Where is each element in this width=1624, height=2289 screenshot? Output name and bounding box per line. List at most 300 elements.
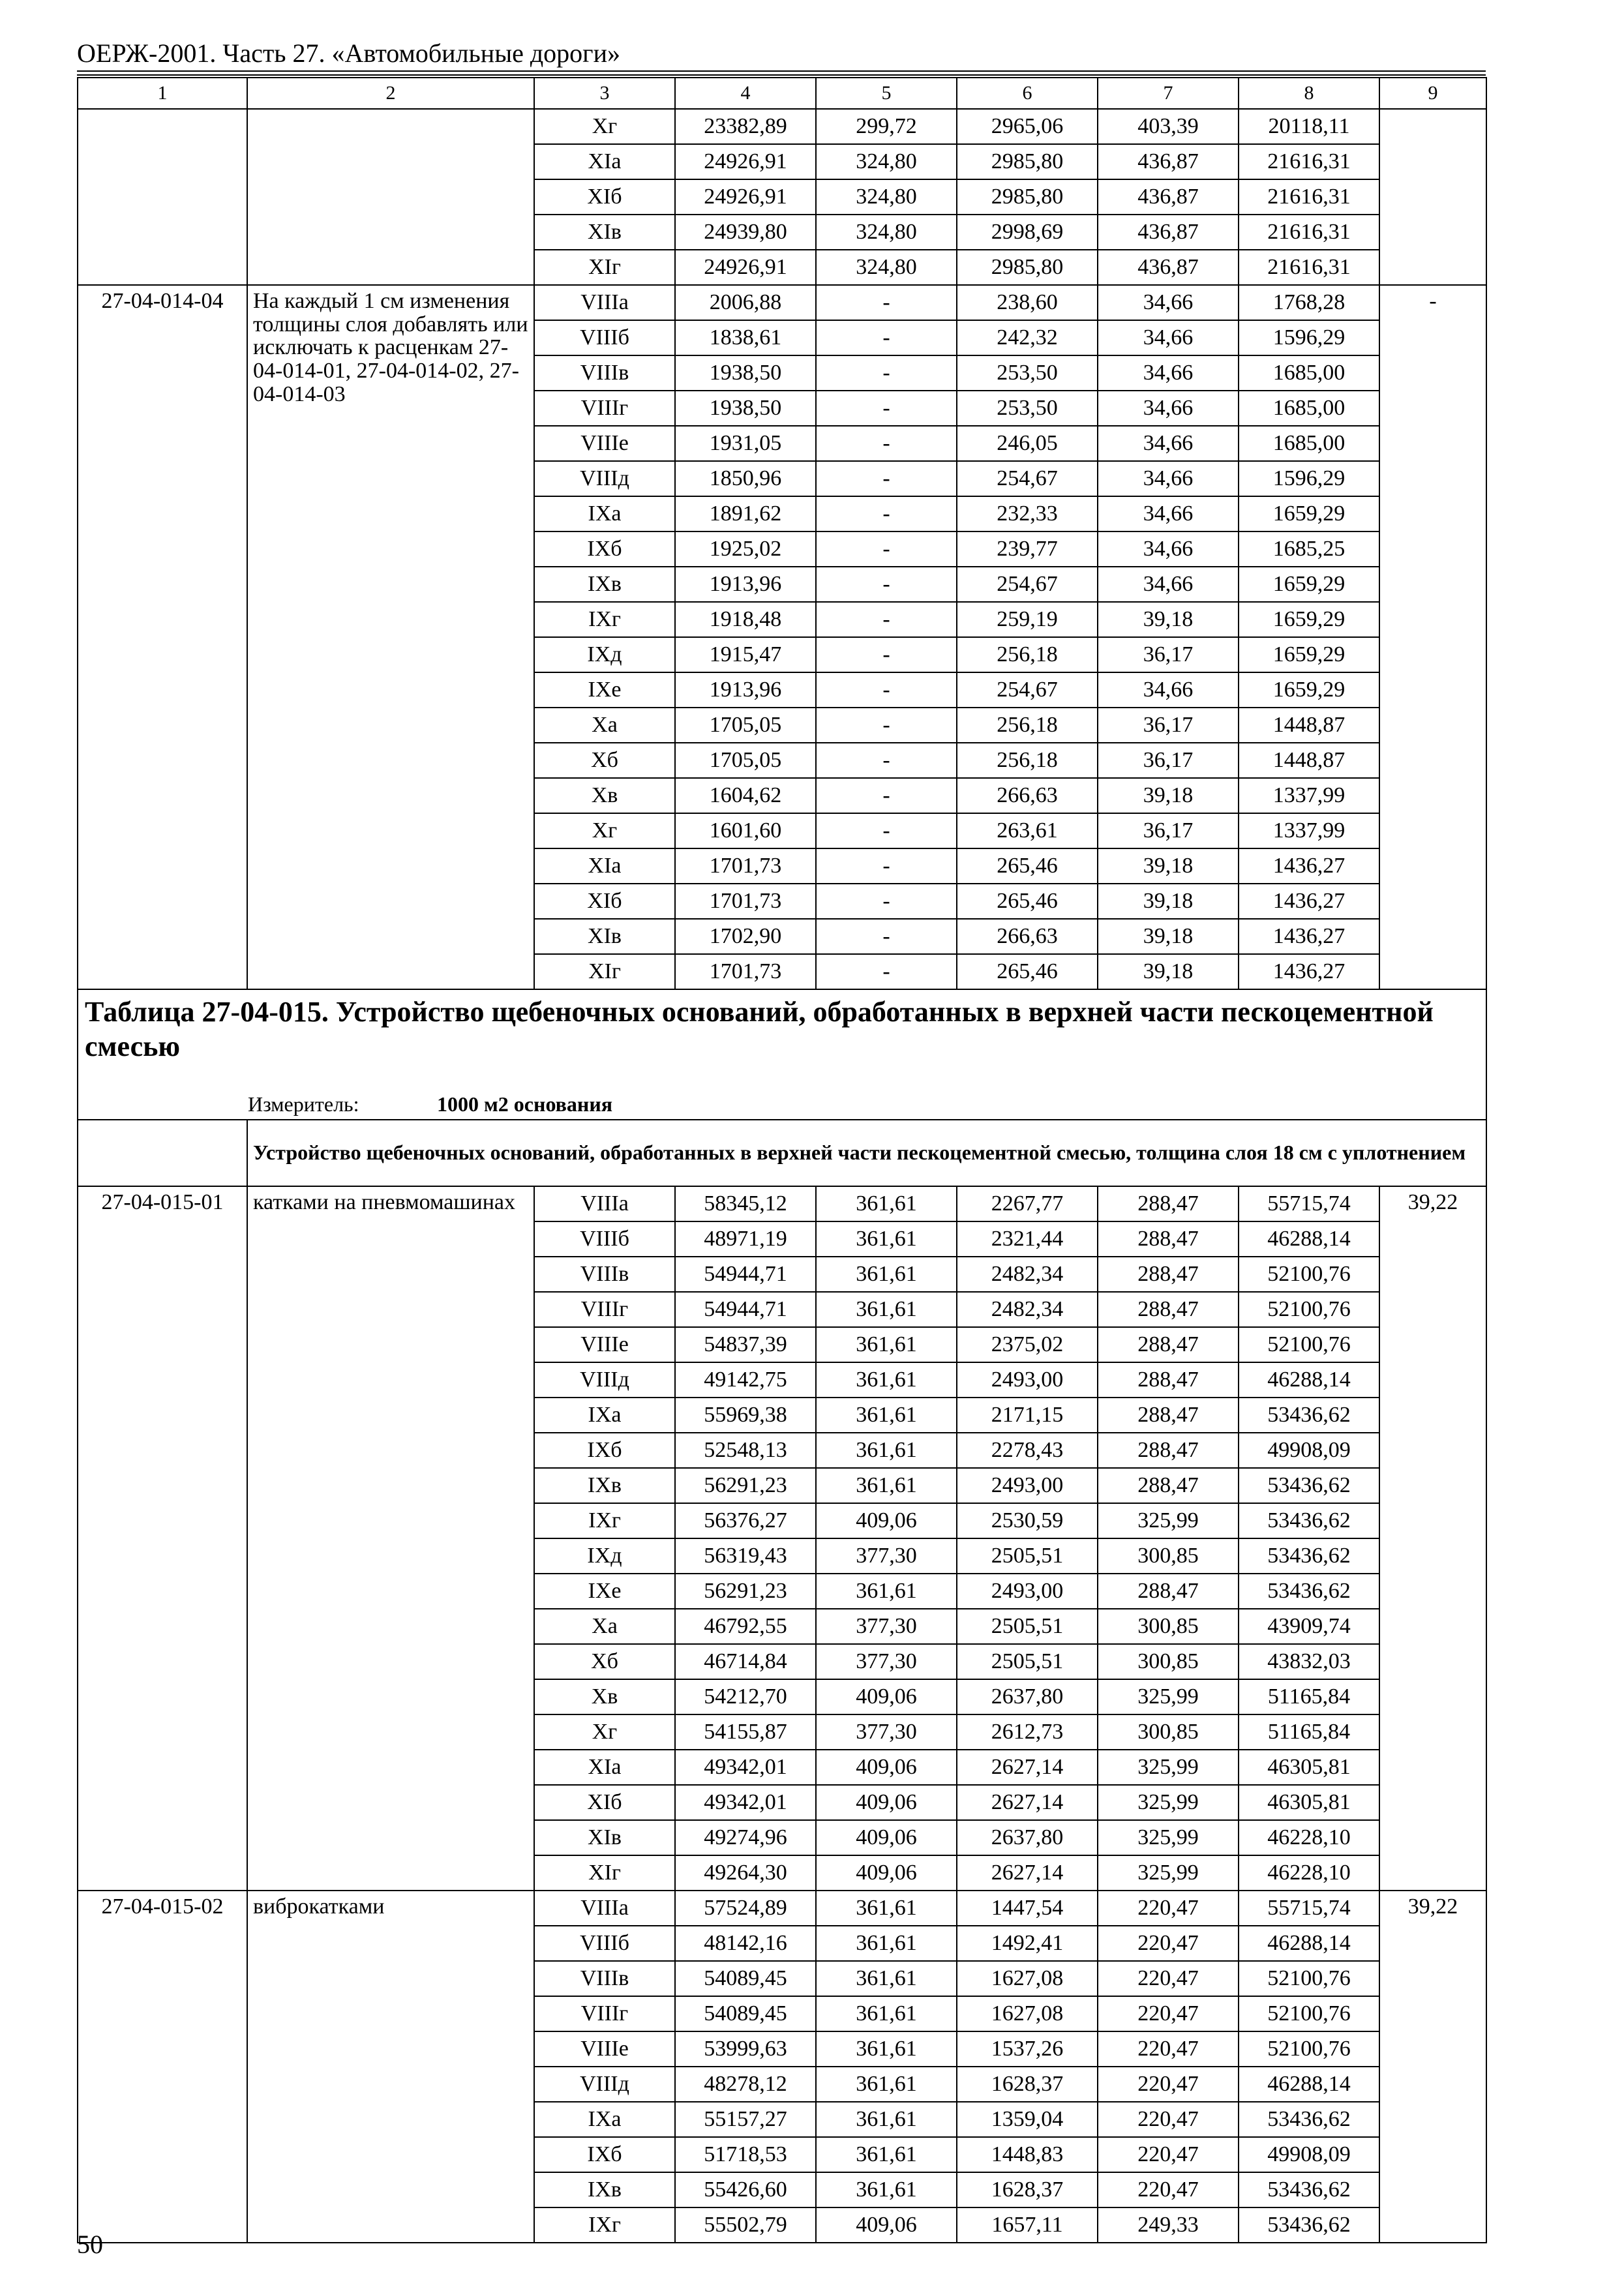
machinist-wage-cell: 220,47 — [1098, 1961, 1239, 1996]
table-subtitle: Устройство щебеночных оснований, обработанных в верхней части пескоцементной смесью, толщина слоя 18 см с уплотнением — [247, 1120, 1486, 1186]
machinist-wage-cell: 288,47 — [1098, 1468, 1239, 1503]
subtitle-blank-cell — [78, 1120, 247, 1186]
total-cost-cell: 1915,47 — [675, 637, 816, 672]
machine-cost-cell: 1627,08 — [957, 1961, 1098, 1996]
machinist-wage-cell: 220,47 — [1098, 2031, 1239, 2067]
zone-cell: IXг — [534, 602, 675, 637]
zone-cell: Xв — [534, 1679, 675, 1714]
zone-cell: VIIIв — [534, 355, 675, 391]
table-row — [78, 285, 1486, 320]
total-cost-cell: 49342,01 — [675, 1785, 816, 1820]
labor-wage-cell: - — [816, 848, 957, 884]
total-cost-cell: 54089,45 — [675, 1961, 816, 1996]
machine-cost-cell: 2493,00 — [957, 1468, 1098, 1503]
machine-cost-cell: 2998,69 — [957, 215, 1098, 250]
zone-cell: XIa — [534, 848, 675, 884]
labor-wage-cell: - — [816, 461, 957, 496]
total-cost-cell: 1701,73 — [675, 954, 816, 989]
zone-cell: VIIIa — [534, 1186, 675, 1221]
zone-cell: VIIIг — [534, 1292, 675, 1327]
labor-wage-cell: 361,61 — [816, 1433, 957, 1468]
rates-table-body — [78, 78, 1486, 2243]
materials-cost-cell: 53436,62 — [1239, 1503, 1379, 1538]
rate-description: виброкатками — [247, 1891, 534, 2243]
labor-wage-cell: 409,06 — [816, 1679, 957, 1714]
labor-wage-cell: 361,61 — [816, 1961, 957, 1996]
machinist-wage-cell: 300,85 — [1098, 1644, 1239, 1679]
zone-cell: XIг — [534, 1855, 675, 1891]
labor-wage-cell: - — [816, 919, 957, 954]
materials-cost-cell: 53436,62 — [1239, 2172, 1379, 2207]
machine-cost-cell: 256,18 — [957, 708, 1098, 743]
zone-cell: Xг — [534, 109, 675, 144]
zone-cell: IXe — [534, 672, 675, 708]
materials-cost-cell: 21616,31 — [1239, 215, 1379, 250]
zone-cell: IXб — [534, 1433, 675, 1468]
column-number-4: 4 — [675, 78, 816, 109]
labor-wage-cell: 361,61 — [816, 2102, 957, 2137]
labor-wage-cell: 377,30 — [816, 1644, 957, 1679]
labor-wage-cell: - — [816, 954, 957, 989]
total-cost-cell: 54944,71 — [675, 1292, 816, 1327]
machinist-wage-cell: 288,47 — [1098, 1292, 1239, 1327]
header-rule-top — [77, 70, 1486, 72]
labor-hours-cell: 39,22 — [1379, 1891, 1486, 2243]
machinist-wage-cell: 325,99 — [1098, 1503, 1239, 1538]
total-cost-cell: 54837,39 — [675, 1327, 816, 1362]
column-number-row — [78, 78, 1486, 109]
rate-code: 27-04-015-01 — [78, 1186, 247, 1891]
total-cost-cell: 1925,02 — [675, 531, 816, 567]
labor-wage-cell: 409,06 — [816, 1820, 957, 1855]
rate-code — [78, 109, 247, 285]
zone-cell: Xa — [534, 708, 675, 743]
total-cost-cell: 48278,12 — [675, 2067, 816, 2102]
machine-cost-cell: 246,05 — [957, 426, 1098, 461]
total-cost-cell: 24926,91 — [675, 179, 816, 215]
machinist-wage-cell: 300,85 — [1098, 1609, 1239, 1644]
materials-cost-cell: 1436,27 — [1239, 848, 1379, 884]
zone-cell: VIIIa — [534, 285, 675, 320]
total-cost-cell: 48971,19 — [675, 1221, 816, 1257]
machine-cost-cell: 2278,43 — [957, 1433, 1098, 1468]
labor-wage-cell: 409,06 — [816, 1785, 957, 1820]
machine-cost-cell: 2171,15 — [957, 1398, 1098, 1433]
machine-cost-cell: 2505,51 — [957, 1538, 1098, 1574]
machine-cost-cell: 1359,04 — [957, 2102, 1098, 2137]
subtitle-row — [78, 1120, 1486, 1186]
labor-wage-cell: 377,30 — [816, 1609, 957, 1644]
machine-cost-cell: 1492,41 — [957, 1926, 1098, 1961]
machinist-wage-cell: 34,66 — [1098, 672, 1239, 708]
machine-cost-cell: 2482,34 — [957, 1292, 1098, 1327]
machine-cost-cell: 2612,73 — [957, 1714, 1098, 1750]
total-cost-cell: 1913,96 — [675, 567, 816, 602]
machinist-wage-cell: 288,47 — [1098, 1221, 1239, 1257]
materials-cost-cell: 46288,14 — [1239, 1362, 1379, 1398]
zone-cell: VIIIб — [534, 1221, 675, 1257]
measure-cell — [78, 1090, 1486, 1120]
labor-wage-cell: 324,80 — [816, 144, 957, 179]
column-number-7: 7 — [1098, 78, 1239, 109]
materials-cost-cell: 52100,76 — [1239, 1327, 1379, 1362]
machine-cost-cell: 2493,00 — [957, 1574, 1098, 1609]
machine-cost-cell: 2321,44 — [957, 1221, 1098, 1257]
machine-cost-cell: 2637,80 — [957, 1820, 1098, 1855]
materials-cost-cell: 51165,84 — [1239, 1679, 1379, 1714]
machinist-wage-cell: 36,17 — [1098, 813, 1239, 848]
machine-cost-cell: 2627,14 — [957, 1750, 1098, 1785]
zone-cell: IXг — [534, 1503, 675, 1538]
machine-cost-cell: 1628,37 — [957, 2172, 1098, 2207]
machinist-wage-cell: 34,66 — [1098, 391, 1239, 426]
zone-cell: IXб — [534, 531, 675, 567]
materials-cost-cell: 53436,62 — [1239, 1538, 1379, 1574]
machine-cost-cell: 265,46 — [957, 954, 1098, 989]
labor-wage-cell: - — [816, 602, 957, 637]
labor-wage-cell: 361,61 — [816, 2172, 957, 2207]
total-cost-cell: 1701,73 — [675, 848, 816, 884]
zone-cell: VIIIг — [534, 391, 675, 426]
labor-wage-cell: - — [816, 567, 957, 602]
total-cost-cell: 58345,12 — [675, 1186, 816, 1221]
labor-wage-cell: 361,61 — [816, 1362, 957, 1398]
labor-hours-cell — [1379, 109, 1486, 285]
machine-cost-cell: 2965,06 — [957, 109, 1098, 144]
labor-wage-cell: - — [816, 637, 957, 672]
zone-cell: IXa — [534, 1398, 675, 1433]
materials-cost-cell: 1659,29 — [1239, 496, 1379, 531]
column-number-2: 2 — [247, 78, 534, 109]
zone-cell: IXг — [534, 2207, 675, 2243]
machine-cost-cell: 2267,77 — [957, 1186, 1098, 1221]
machinist-wage-cell: 436,87 — [1098, 215, 1239, 250]
total-cost-cell: 52548,13 — [675, 1433, 816, 1468]
machinist-wage-cell: 325,99 — [1098, 1785, 1239, 1820]
machine-cost-cell: 2627,14 — [957, 1785, 1098, 1820]
zone-cell: IXб — [534, 2137, 675, 2172]
machinist-wage-cell: 288,47 — [1098, 1574, 1239, 1609]
labor-wage-cell: 299,72 — [816, 109, 957, 144]
total-cost-cell: 1604,62 — [675, 778, 816, 813]
column-number-5: 5 — [816, 78, 957, 109]
total-cost-cell: 56291,23 — [675, 1468, 816, 1503]
machinist-wage-cell: 34,66 — [1098, 461, 1239, 496]
machine-cost-cell: 266,63 — [957, 919, 1098, 954]
machinist-wage-cell: 34,66 — [1098, 320, 1239, 355]
labor-wage-cell: - — [816, 531, 957, 567]
materials-cost-cell: 1448,87 — [1239, 743, 1379, 778]
materials-cost-cell: 1337,99 — [1239, 813, 1379, 848]
column-number-9: 9 — [1379, 78, 1486, 109]
zone-cell: XIa — [534, 144, 675, 179]
labor-wage-cell: - — [816, 496, 957, 531]
materials-cost-cell: 1596,29 — [1239, 320, 1379, 355]
total-cost-cell: 1705,05 — [675, 708, 816, 743]
machine-cost-cell: 2375,02 — [957, 1327, 1098, 1362]
zone-cell: XIв — [534, 215, 675, 250]
total-cost-cell: 24926,91 — [675, 250, 816, 285]
zone-cell: IXв — [534, 2172, 675, 2207]
rate-description: На каждый 1 см изменения толщины слоя добавлять или исключать к расценкам 27-04-014-01, 27-04-014-02, 27-04-014-03 — [247, 285, 534, 989]
rate-description — [247, 109, 534, 285]
total-cost-cell: 46792,55 — [675, 1609, 816, 1644]
labor-wage-cell: 361,61 — [816, 2137, 957, 2172]
labor-wage-cell: - — [816, 391, 957, 426]
total-cost-cell: 55969,38 — [675, 1398, 816, 1433]
table-title-row — [78, 989, 1486, 1090]
zone-cell: Xг — [534, 1714, 675, 1750]
machinist-wage-cell: 436,87 — [1098, 250, 1239, 285]
machinist-wage-cell: 220,47 — [1098, 1891, 1239, 1926]
machinist-wage-cell: 39,18 — [1098, 954, 1239, 989]
zone-cell: VIIIe — [534, 2031, 675, 2067]
materials-cost-cell: 1685,00 — [1239, 426, 1379, 461]
total-cost-cell: 1938,50 — [675, 391, 816, 426]
table-title: Таблица 27-04-015. Устройство щебеночных оснований, обработанных в верхней части пескоцементной смесью — [78, 989, 1486, 1090]
labor-wage-cell: 361,61 — [816, 1996, 957, 2031]
labor-wage-cell: - — [816, 672, 957, 708]
machine-cost-cell: 256,18 — [957, 637, 1098, 672]
labor-wage-cell: - — [816, 743, 957, 778]
machinist-wage-cell: 220,47 — [1098, 2067, 1239, 2102]
machinist-wage-cell: 39,18 — [1098, 848, 1239, 884]
materials-cost-cell: 49908,09 — [1239, 2137, 1379, 2172]
zone-cell: Xб — [534, 743, 675, 778]
labor-hours-cell: 39,22 — [1379, 1186, 1486, 1891]
zone-cell: IXд — [534, 637, 675, 672]
materials-cost-cell: 1659,29 — [1239, 602, 1379, 637]
materials-cost-cell: 1448,87 — [1239, 708, 1379, 743]
zone-cell: VIIIв — [534, 1257, 675, 1292]
materials-cost-cell: 1685,25 — [1239, 531, 1379, 567]
machinist-wage-cell: 249,33 — [1098, 2207, 1239, 2243]
materials-cost-cell: 46228,10 — [1239, 1855, 1379, 1891]
machinist-wage-cell: 34,66 — [1098, 426, 1239, 461]
zone-cell: VIIIe — [534, 1327, 675, 1362]
machinist-wage-cell: 288,47 — [1098, 1362, 1239, 1398]
machine-cost-cell: 2505,51 — [957, 1644, 1098, 1679]
materials-cost-cell: 1337,99 — [1239, 778, 1379, 813]
zone-cell: XIг — [534, 954, 675, 989]
machinist-wage-cell: 34,66 — [1098, 285, 1239, 320]
machine-cost-cell: 238,60 — [957, 285, 1098, 320]
labor-wage-cell: 361,61 — [816, 1221, 957, 1257]
zone-cell: VIIIб — [534, 320, 675, 355]
zone-cell: VIIIд — [534, 461, 675, 496]
total-cost-cell: 49342,01 — [675, 1750, 816, 1785]
total-cost-cell: 24939,80 — [675, 215, 816, 250]
machine-cost-cell: 265,46 — [957, 884, 1098, 919]
total-cost-cell: 1838,61 — [675, 320, 816, 355]
labor-wage-cell: 361,61 — [816, 1257, 957, 1292]
materials-cost-cell: 53436,62 — [1239, 1468, 1379, 1503]
zone-cell: XIб — [534, 179, 675, 215]
total-cost-cell: 53999,63 — [675, 2031, 816, 2067]
materials-cost-cell: 1768,28 — [1239, 285, 1379, 320]
materials-cost-cell: 53436,62 — [1239, 1574, 1379, 1609]
total-cost-cell: 1850,96 — [675, 461, 816, 496]
materials-cost-cell: 1436,27 — [1239, 919, 1379, 954]
machine-cost-cell: 239,77 — [957, 531, 1098, 567]
machine-cost-cell: 266,63 — [957, 778, 1098, 813]
total-cost-cell: 1938,50 — [675, 355, 816, 391]
machine-cost-cell: 242,32 — [957, 320, 1098, 355]
machinist-wage-cell: 34,66 — [1098, 531, 1239, 567]
machinist-wage-cell: 39,18 — [1098, 778, 1239, 813]
labor-wage-cell: 409,06 — [816, 1503, 957, 1538]
zone-cell: VIIIд — [534, 2067, 675, 2102]
total-cost-cell: 1701,73 — [675, 884, 816, 919]
materials-cost-cell: 46228,10 — [1239, 1820, 1379, 1855]
total-cost-cell: 54155,87 — [675, 1714, 816, 1750]
zone-cell: XIв — [534, 1820, 675, 1855]
materials-cost-cell: 55715,74 — [1239, 1186, 1379, 1221]
materials-cost-cell: 52100,76 — [1239, 1996, 1379, 2031]
column-number-1: 1 — [78, 78, 247, 109]
labor-wage-cell: - — [816, 355, 957, 391]
header-rule-bottom — [77, 74, 1486, 76]
total-cost-cell: 56319,43 — [675, 1538, 816, 1574]
materials-cost-cell: 52100,76 — [1239, 1292, 1379, 1327]
machinist-wage-cell: 220,47 — [1098, 2172, 1239, 2207]
machine-cost-cell: 1448,83 — [957, 2137, 1098, 2172]
zone-cell: VIIIб — [534, 1926, 675, 1961]
zone-cell: VIIIд — [534, 1362, 675, 1398]
machinist-wage-cell: 220,47 — [1098, 1996, 1239, 2031]
total-cost-cell: 49142,75 — [675, 1362, 816, 1398]
labor-wage-cell: 361,61 — [816, 2031, 957, 2067]
total-cost-cell: 1601,60 — [675, 813, 816, 848]
machine-cost-cell: 256,18 — [957, 743, 1098, 778]
zone-cell: IXa — [534, 496, 675, 531]
zone-cell: XIг — [534, 250, 675, 285]
materials-cost-cell: 53436,62 — [1239, 2207, 1379, 2243]
zone-cell: Xб — [534, 1644, 675, 1679]
total-cost-cell: 49274,96 — [675, 1820, 816, 1855]
materials-cost-cell: 21616,31 — [1239, 179, 1379, 215]
materials-cost-cell: 1659,29 — [1239, 637, 1379, 672]
materials-cost-cell: 52100,76 — [1239, 1961, 1379, 1996]
labor-wage-cell: 361,61 — [816, 1891, 957, 1926]
rate-code: 27-04-014-04 — [78, 285, 247, 989]
zone-cell: Xa — [534, 1609, 675, 1644]
machinist-wage-cell: 288,47 — [1098, 1433, 1239, 1468]
total-cost-cell: 54944,71 — [675, 1257, 816, 1292]
total-cost-cell: 1918,48 — [675, 602, 816, 637]
zone-cell: IXв — [534, 567, 675, 602]
machinist-wage-cell: 36,17 — [1098, 637, 1239, 672]
zone-cell: XIa — [534, 1750, 675, 1785]
materials-cost-cell: 21616,31 — [1239, 250, 1379, 285]
rate-description: катками на пневмомашинах — [247, 1186, 534, 1891]
labor-wage-cell: - — [816, 813, 957, 848]
labor-wage-cell: 409,06 — [816, 2207, 957, 2243]
materials-cost-cell: 1685,00 — [1239, 355, 1379, 391]
machine-cost-cell: 1627,08 — [957, 1996, 1098, 2031]
machine-cost-cell: 2985,80 — [957, 179, 1098, 215]
machine-cost-cell: 1628,37 — [957, 2067, 1098, 2102]
machine-cost-cell: 259,19 — [957, 602, 1098, 637]
machine-cost-cell: 263,61 — [957, 813, 1098, 848]
measure-value: 1000 м2 основания — [437, 1092, 613, 1116]
machinist-wage-cell: 288,47 — [1098, 1327, 1239, 1362]
machinist-wage-cell: 220,47 — [1098, 2102, 1239, 2137]
labor-wage-cell: 409,06 — [816, 1750, 957, 1785]
materials-cost-cell: 55715,74 — [1239, 1891, 1379, 1926]
machinist-wage-cell: 288,47 — [1098, 1257, 1239, 1292]
page-number: 50 — [77, 2230, 103, 2259]
machinist-wage-cell: 39,18 — [1098, 919, 1239, 954]
total-cost-cell: 51718,53 — [675, 2137, 816, 2172]
total-cost-cell: 1931,05 — [675, 426, 816, 461]
materials-cost-cell: 46288,14 — [1239, 1926, 1379, 1961]
materials-cost-cell: 46288,14 — [1239, 2067, 1379, 2102]
labor-wage-cell: 324,80 — [816, 250, 957, 285]
zone-cell: IXд — [534, 1538, 675, 1574]
labor-wage-cell: - — [816, 285, 957, 320]
machine-cost-cell: 2627,14 — [957, 1855, 1098, 1891]
materials-cost-cell: 53436,62 — [1239, 2102, 1379, 2137]
labor-wage-cell: 361,61 — [816, 2067, 957, 2102]
total-cost-cell: 55426,60 — [675, 2172, 816, 2207]
rate-code: 27-04-015-02 — [78, 1891, 247, 2243]
machine-cost-cell: 2482,34 — [957, 1257, 1098, 1292]
zone-cell: VIIIг — [534, 1996, 675, 2031]
labor-wage-cell: 361,61 — [816, 1574, 957, 1609]
total-cost-cell: 24926,91 — [675, 144, 816, 179]
machine-cost-cell: 253,50 — [957, 391, 1098, 426]
measure-label: Измеритель: — [248, 1092, 359, 1116]
table-row — [78, 1186, 1486, 1221]
materials-cost-cell: 43832,03 — [1239, 1644, 1379, 1679]
zone-cell: XIб — [534, 884, 675, 919]
labor-wage-cell: - — [816, 708, 957, 743]
machine-cost-cell: 265,46 — [957, 848, 1098, 884]
materials-cost-cell: 1659,29 — [1239, 672, 1379, 708]
rates-table — [77, 77, 1487, 2243]
total-cost-cell: 1705,05 — [675, 743, 816, 778]
machine-cost-cell: 1447,54 — [957, 1891, 1098, 1926]
total-cost-cell: 55157,27 — [675, 2102, 816, 2137]
machinist-wage-cell: 436,87 — [1098, 179, 1239, 215]
machine-cost-cell: 254,67 — [957, 567, 1098, 602]
total-cost-cell: 49264,30 — [675, 1855, 816, 1891]
machine-cost-cell: 232,33 — [957, 496, 1098, 531]
labor-wage-cell: 361,61 — [816, 1186, 957, 1221]
machinist-wage-cell: 220,47 — [1098, 1926, 1239, 1961]
machinist-wage-cell: 34,66 — [1098, 567, 1239, 602]
materials-cost-cell: 52100,76 — [1239, 1257, 1379, 1292]
total-cost-cell: 56291,23 — [675, 1574, 816, 1609]
total-cost-cell: 48142,16 — [675, 1926, 816, 1961]
machinist-wage-cell: 300,85 — [1098, 1714, 1239, 1750]
total-cost-cell: 54212,70 — [675, 1679, 816, 1714]
zone-cell: VIIIв — [534, 1961, 675, 1996]
machinist-wage-cell: 34,66 — [1098, 355, 1239, 391]
labor-wage-cell: - — [816, 320, 957, 355]
total-cost-cell: 46714,84 — [675, 1644, 816, 1679]
machine-cost-cell: 1537,26 — [957, 2031, 1098, 2067]
total-cost-cell: 1913,96 — [675, 672, 816, 708]
labor-wage-cell: - — [816, 884, 957, 919]
column-number-6: 6 — [957, 78, 1098, 109]
machine-cost-cell: 254,67 — [957, 461, 1098, 496]
machinist-wage-cell: 403,39 — [1098, 109, 1239, 144]
labor-wage-cell: - — [816, 426, 957, 461]
labor-wage-cell: 409,06 — [816, 1855, 957, 1891]
machine-cost-cell: 2985,80 — [957, 144, 1098, 179]
